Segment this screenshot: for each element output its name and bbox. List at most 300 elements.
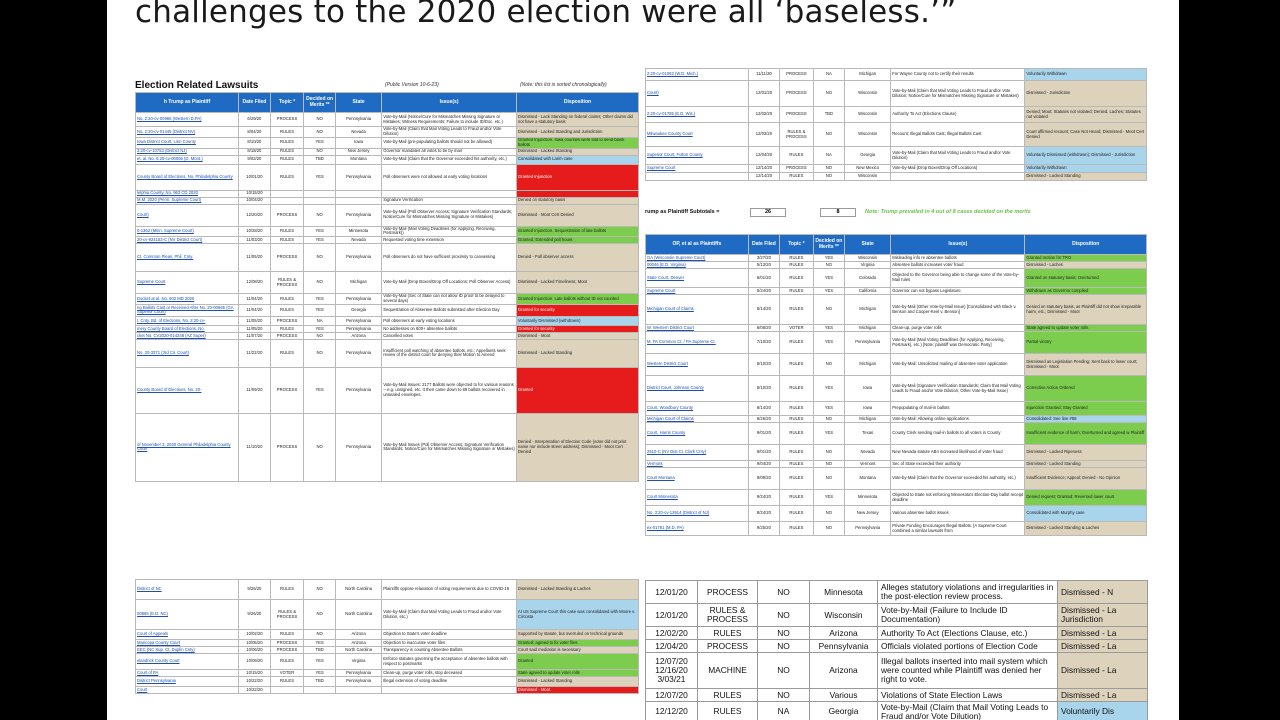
table-row [646,69,1147,81]
cell-case[interactable]: Milwaukee County Court [646,123,749,147]
cell-case[interactable]: Court) [136,204,239,226]
cell-disp: Dismissed - Lacked Standing [1025,461,1147,468]
table-row [646,640,1148,653]
cell-disp: Dismissed - La [1058,627,1148,640]
cell-case[interactable]: State Court, Denver [646,269,749,288]
table-row [136,237,639,244]
cell-date: 10/15/20 [239,190,271,197]
cell-issue [891,173,1025,181]
cell-date: 12/02/20 [748,107,779,123]
cell-topic: RULES [780,522,814,536]
cell-case[interactable]: 00885 (E.D. NC) [136,600,239,630]
cell-state: Nevada [335,237,381,244]
column-header: Disposition [1025,235,1147,255]
cell-topic: PROCESS [780,81,814,107]
table-row [646,506,1147,522]
cell-issue: Vote-by-Mail (Claim that Mail Voting Leads to Fraud and/or Vote Dilution, etc.) [382,600,517,630]
cell-date: 10/01/20 [239,164,271,190]
cell-case[interactable]: et. al. No. 6:20-cv-00066 (D. Mont.) [136,155,239,164]
cell-topic: RULES [270,237,304,244]
cell-disp: Dismissed - Lacked Standing [516,677,638,687]
cell-topic: RULES [780,461,814,468]
cell-disp: Consolidated: See line #88 [1025,416,1147,423]
cell-case[interactable]: No. 20-3371 (3rd Cir. Court) [136,339,239,367]
cell-state: Arizona [335,640,381,647]
cell-state: Michigan [845,325,891,332]
cell-merits [304,197,336,204]
cell-date: 7/10/20 [748,332,779,354]
column-header: State [845,235,891,255]
cell-date: 8/18/20 [239,148,271,155]
cell-case[interactable]: 2:20-cv-01785 (E.D. Wis.) [646,107,749,123]
cell-disp: Granted: agreed to fix voter files [516,640,638,647]
cell-case[interactable]: t. Cnty. Bd. of Elections, No. 2:20-cv- [136,316,239,325]
table-row [136,670,639,677]
cell-date: 8/10/20 [748,376,779,402]
cell-date: 8/14/20 [748,402,779,416]
subtotal-row [645,208,1145,218]
subtotal-value-2: 8 [820,208,856,217]
cell-issue: Illegal extension of voting deadline [382,677,517,687]
cell-case[interactable]: No. 2:20-cv-01445 (District NV) [136,127,239,138]
cell-state: New Jersey [335,148,381,155]
cell-case[interactable]: Maricopa County Court [136,640,239,647]
cell-state: Texas [845,423,891,445]
cell-merits: NO [813,295,844,325]
cell-disp: Granted [516,367,638,413]
cell-case[interactable]: Michigan Court of Claims [646,295,749,325]
table-row [646,269,1147,288]
cell-disp: Voluntarily Withdrawn [1025,165,1147,173]
cell-issue: Transparency in counting Absentee Ballots [382,647,517,654]
cell-state: Wisconsin [810,604,878,627]
cell-case[interactable]: Court of Appeals [136,630,239,640]
cell-issue: Clean-up, purge voter rolls [891,325,1025,332]
cell-merits: YES [304,654,336,670]
cell-date: 12/04/20 [748,147,779,165]
cell-state: Pennsylvania [845,522,891,536]
cell-disp: Dismissed - Moot [516,687,638,694]
doc-title: Election Related Lawsuits [135,80,259,91]
cell-date: 12/01/20 [646,581,698,604]
table-row [136,630,639,640]
cell-topic: RULES [270,164,304,190]
cell-merits: NO [304,630,336,640]
cell-case[interactable]: 3:20-cv-10753 (District NJ) [136,148,239,155]
column-header: Date Filed [748,235,779,255]
column-header: Issue(s) [891,235,1025,255]
cell-disp: Dismissed - Lacked Standing and Jurisdiction [516,127,638,138]
cell-issue [382,687,517,694]
cell-date: 12/02/20 [646,627,698,640]
table-row [136,138,639,149]
cell-topic: RULES [780,506,814,522]
cell-case[interactable]: W. Western District Court [646,325,749,332]
table-row [136,316,639,325]
cell-date: 11/03/20 [239,237,271,244]
cell-topic [270,197,304,204]
cell-state: Wisconsin [845,123,891,147]
table-row [136,113,639,127]
cell-disp: Dismissed as Legislation Pending; Sent back to lower court; Dismissed - Moot [1025,354,1147,376]
cell-disp: Granted Injunction. Late ballots without ID not counted [516,294,638,305]
cell-date: 8/14/20 [748,295,779,325]
cell-merits: TBD [304,677,336,687]
cell-date: 11/22/20 [239,339,271,367]
cell-disp: State agreed to update voter rolls [1025,325,1147,332]
table-row [646,107,1147,123]
cell-disp: Dismissed - La Jurisdiction [1058,604,1148,627]
cell-disp: At US Supreme Court this case was consolidated with Moore v. Circosta [516,600,638,630]
cell-date: 11/11/20 [748,69,779,81]
cell-date: 6/01/20 [748,269,779,288]
cell-case[interactable]: District Pennsylvania [136,677,239,687]
cell-topic: VOTER [780,325,814,332]
cell-issue: Objected to State not enforcing Minnesota's Election-Day ballot receipt deadline [891,490,1025,506]
column-header: OP, et al as Plaintiffs [646,235,749,255]
cell-case[interactable]: Docket at al. No. 602 MD 2020 [136,294,239,305]
cell-date: 8/26/20 [748,416,779,423]
cell-topic [270,687,304,694]
cell-topic: RULES [780,147,814,165]
cell-disp: Injunction Granted; Stay Granted [1025,402,1147,416]
cell-topic: RULES [780,262,814,269]
cell-date: 10/22/20 [239,687,271,694]
cell-state: Iowa [335,138,381,149]
cell-merits: YES [813,325,844,332]
cell-merits: NO [304,332,336,339]
table-row [136,325,639,332]
cell-merits: YES [813,490,844,506]
doc-note: (Note: this list is sorted chronologically) [520,82,607,88]
cell-case[interactable]: Vermont [646,461,749,468]
cell-state: Pennsylvania [845,332,891,354]
cell-merits: YES [813,269,844,288]
cell-disp: Dismissed - La [1058,653,1148,689]
cell-topic: RULES [780,173,814,181]
cell-case[interactable]: M.M. 2020 (Penn. Supreme Court) [136,197,239,204]
cell-topic: RULES [780,376,814,402]
column-header: Topic * [780,235,814,255]
subtotal-note: Note: Trump prevailed in 4 out of 8 cases decided on the merits [865,209,1031,215]
table-row [136,677,639,687]
cell-date: 8/10/20 [748,354,779,376]
cell-issue: Enforce statutes governing the acceptance of absentee ballots with respect to postmarks [382,654,517,670]
cell-issue: Signature Verification [382,197,517,204]
cell-disp: Voluntarily Dis [1058,702,1148,720]
cell-state: Pennsylvania [335,164,381,190]
cell-issue: Private Funding Encourages Illegal Ballots. [A Supreme Court combined a similar lawsuits from [891,522,1025,536]
cell-case[interactable]: mery County Board of Elections, No. [136,325,239,332]
cell-disp: Denied on statutory basis, as Plaintiff did not show irreparable harm, etc.; Dismissed - Moot [1025,295,1147,325]
cell-date: 9/26/20 [239,600,271,630]
cell-date: 8/10/20 [239,138,271,149]
cell-disp: Dismissed - La [1058,689,1148,702]
cell-issue: Alleges statutory violations and irregularities in the post-election review process. [878,581,1058,604]
cell-case[interactable]: GA (Wisconsin Supreme Court) [646,255,749,262]
cell-case[interactable]: 2510-C (NV Dist Ct. Clark Cnty) [646,445,749,461]
cell-topic: RULES [780,490,814,506]
cell-date: 9/09/20 [748,468,779,490]
table-row [646,423,1147,445]
cell-disp: Withdrawn as Governor complied [1025,288,1147,295]
cell-state: New Mexico [845,165,891,173]
cell-state: North Carolina [335,600,381,630]
cell-topic: PROCESS [780,69,814,81]
cell-topic: RULES & PROCESS [698,604,758,627]
cell-topic: PROCESS [780,165,814,173]
cell-issue: Poll observers were not allowed at early voting locations [382,164,517,190]
cell-case[interactable]: lelphia County, No. 963 CD 2020 [136,190,239,197]
cell-date: 12/07/20 12/16/20 3/03/21 [646,653,698,689]
cell-topic: RULES & PROCESS [270,600,304,630]
cell-issue: Vote-by-Mail (Mail Voting Deadlines (for Applying, Receiving, Postmark)) [382,226,517,237]
cell-case[interactable]: 00046 (E.D. Virginia) [646,262,749,269]
cell-state: Georgia [845,147,891,165]
cell-state: Nevada [335,127,381,138]
cell-merits: NO [304,580,336,600]
cell-state: Michigan [845,354,891,376]
cell-case[interactable]: Court) [646,81,749,107]
cell-case[interactable]: County Board of Elections, No. 20- [136,367,239,413]
cell-merits: NA [758,702,810,720]
cell-case[interactable]: Supreme Court [646,165,749,173]
cell-topic: RULES [780,445,814,461]
table-row [646,147,1147,165]
cell-disp: Dismissed - Jurisdiction [1025,81,1147,107]
cell-issue: County Clerk sending mail-in ballots to all voters in County [891,423,1025,445]
cell-topic: PROCESS [270,316,304,325]
cell-merits: YES [304,304,336,316]
cell-merits: NO [304,600,336,630]
table-row [136,197,639,204]
doc-version: (Public Version 10-6-23) [385,82,439,88]
cell-topic: RULES [270,226,304,237]
cell-merits: NO [813,165,844,173]
cell-case[interactable]: Court, Woodbury County [646,402,749,416]
cell-case[interactable] [646,173,749,181]
left-bottom-table [135,579,639,694]
cell-date: 11/09/20 [239,367,271,413]
cell-merits: YES [304,640,336,647]
table-row [646,325,1147,332]
cell-state: Minnesota [845,490,891,506]
table-row [136,332,639,339]
cell-case[interactable]: Michigan Court of Claims [646,416,749,423]
cell-case[interactable]: cket No. CV2020-014248 (AZ Super) [136,332,239,339]
article-headline: challenges to the 2020 election were all ‘baseless.’” [135,0,957,30]
table-row [136,304,639,316]
cell-state: Montana [335,155,381,164]
cell-merits [304,190,336,197]
cell-disp: Court said mediation is necessary [516,647,638,654]
cell-case[interactable]: Court of PA [136,670,239,677]
table-row [646,416,1147,423]
cell-topic: RULES [270,127,304,138]
cell-state: Pennsylvania [335,670,381,677]
cell-topic: RULES [698,627,758,640]
table-row [136,127,639,138]
cell-disp: State agreed to update voter rolls [516,670,638,677]
cell-issue: Officials violated portions of Election Code [878,640,1058,653]
column-header: Date Filed [239,93,271,113]
cell-disp: Granted for security [516,304,638,316]
cell-case[interactable]: No. 2:20-cv-00966 (Western D.PA) [136,113,239,127]
cell-topic: RULES [270,155,304,164]
cell-date: 9/04/20 [748,461,779,468]
cell-topic: RULES [780,295,814,325]
cell-state: Pennsylvania [335,413,381,481]
cell-state: Georgia [335,304,381,316]
cell-date: 10/02/20 [239,630,271,640]
cell-case[interactable]: 2:20-cv-01083 (W.D. Mich.) [646,69,749,81]
cell-date: 12/14/20 [748,165,779,173]
cell-topic: RULES [698,702,758,720]
cell-case[interactable]: Superior Court, Fulton County [646,147,749,165]
cell-date: 8/04/20 [239,127,271,138]
cell-state: Iowa [845,376,891,402]
cell-state: Pennsylvania [335,244,381,272]
cell-topic: RULES [780,332,814,354]
cell-merits: NO [304,413,336,481]
table-row [136,155,639,164]
cell-case[interactable]: ex-01781 (M.D. PA) [646,522,749,536]
cell-state: Pennsylvania [335,339,381,367]
cell-issue: Authority To Act (Elections Clause, etc.) [878,627,1058,640]
table-row [646,604,1148,627]
cell-topic: RULES [780,402,814,416]
cell-case[interactable]: District Court, Johnson County [646,376,749,402]
cell-date: 10/15/20 [239,670,271,677]
trump-plaintiff-table [135,92,639,482]
cell-state: Montana [845,468,891,490]
cell-merits: YES [304,164,336,190]
cell-issue: Absentee ballots increases voter fraud [891,262,1025,269]
cell-case[interactable]: No. 3:20-cv-13914 (District of NJ) [646,506,749,522]
cell-disp: Insufficient evidence of harm; Overturned and agreed w Plaintiff [1025,423,1147,445]
cell-disp: Denied - Interpretation of Election Code (voter did not print name nor include street address); Dismissed - Moot Cert Denied [516,413,638,481]
cell-case[interactable]: Court [136,687,239,694]
cell-merits: NO [304,148,336,155]
cell-merits: NO [813,173,844,181]
cell-disp: Dismissed - Lacked Standing & Laches [516,580,638,600]
cell-issue: Objected to the Governor being able to change some of the Vote-by-Mail rules [891,269,1025,288]
cell-case[interactable]: EEC (NC Sup. Ct. Duplin Cnty) [136,647,239,654]
cell-disp: Granted [516,654,638,670]
cell-merits: YES [304,294,336,305]
cell-disp: Partial victory [1025,332,1147,354]
cell-case[interactable]: 20-cv-924153-C (NV District Court) [136,237,239,244]
cell-case[interactable]: Court Minnesota [646,490,749,506]
cell-date: 12/12/20 [646,702,698,720]
cell-issue: Poll observers do not have sufficient proximity to canvassing [382,244,517,272]
lawsuit-table-image-right [645,66,1147,720]
cell-case[interactable]: ng Ballots Cast or Received After No. 20-00665 (GA Superior Court) [136,304,239,316]
cell-case[interactable]: elandrick County Court [136,654,239,670]
cell-state: Minnesota [810,581,878,604]
cell-issue: Vote-by-Mail (Claim that Mail Voting Leads to Fraud and/or Vote Dilution) [891,147,1025,165]
cell-case[interactable]: Supreme Court [646,288,749,295]
cell-case[interactable]: Iowa District Court, Linn County [136,138,239,149]
subtotal-value-1: 26 [750,208,786,217]
cell-topic: MACHINE [698,653,758,689]
cell-disp: Dismissed - Lacked Timeliness; Moot [516,272,638,294]
cell-topic: RULES [270,148,304,155]
cell-merits: NO [758,604,810,627]
cell-date: 11/05/20 [239,244,271,272]
table-row [646,81,1147,107]
cell-merits: YES [813,423,844,445]
table-row [646,581,1148,604]
table-row [646,689,1148,702]
cell-issue: Vote-by-Mail (Drop Boxes/Drop Off Locations; Poll Observer Access) [382,272,517,294]
cell-issue: Vote-by-Mail (Poll Observer Access; Signature Verification Standards; Notice/Cure for Mismatches Missing Signature or Mistakes) [382,204,517,226]
cell-date: 11/07/20 [239,332,271,339]
cell-case[interactable]: District of NC [136,580,239,600]
cell-issue: Vote-by-Mail: Unsolicited mailing of absentee voter application [891,354,1025,376]
cell-topic: PROCESS [270,647,304,654]
cell-case[interactable]: Court Montana [646,468,749,490]
cell-issue: Vote-by-Mail Issues: 2177 Ballots were objected to for various reasons -- e.g. unsigned, etc. It then came down to 69 ballots recovered in unsealed envelopes. [382,367,517,413]
cell-case[interactable]: Ct. Common Pleas, Phil. Cnty. [136,244,239,272]
cell-case[interactable]: 0-1362 (Minn. Supreme Court) [136,226,239,237]
cell-topic: RULES [270,325,304,332]
cell-merits: NA [304,316,336,325]
cell-state: Michigan [845,416,891,423]
cell-merits: YES [813,376,844,402]
cell-topic: RULES [780,288,814,295]
cell-disp: Denied on statutory basis [516,197,638,204]
cell-merits: NO [304,272,336,294]
cell-case[interactable]: Western District Court [646,354,749,376]
cell-case[interactable]: County Board of Elections, No. Philadelphia County [136,164,239,190]
table-row [136,204,639,226]
cell-disp: Granted Injunction. Sequestration of late ballots [516,226,638,237]
cell-issue: Clean-up, purge voter rolls, stop deceased [382,670,517,677]
cell-date: 9/01/20 [748,445,779,461]
column-header: Decided on Merits ** [304,93,336,113]
cell-state: North Carolina [335,580,381,600]
cell-state: Wisconsin [845,255,891,262]
cell-date: 11/04/20 [239,304,271,316]
cell-topic: PROCESS [270,367,304,413]
cell-case[interactable]: Court, Harris County [646,423,749,445]
cell-issue [382,190,517,197]
cell-case[interactable]: Supreme Court [136,272,239,294]
cell-state: Georgia [810,702,878,720]
table-row [646,461,1147,468]
cell-case[interactable]: M. PA Common Ct. / PA Supreme Ct. [646,332,749,354]
cell-state: Pennsylvania [335,204,381,226]
cell-merits: NO [813,416,844,423]
cell-date: 10/28/20 [239,226,271,237]
cell-issue: Vote-by-Mail (Claim that the Governor exceeded his authority, etc.) [891,468,1025,490]
cell-disp: Consolidated with Murphy case [1025,506,1147,522]
cell-date: 12/07/20 [646,689,698,702]
cell-topic: RULES [780,416,814,423]
cell-state: Pennsylvania [335,294,381,305]
cell-topic: RULES [780,255,814,262]
cell-state: Pennsylvania [335,316,381,325]
cell-disp: Dismissed - Moot [516,332,638,339]
cell-case[interactable]: of November 3, 2020 General Philadelphia County Court [136,413,239,481]
cell-state: Virginia [335,654,381,670]
cell-merits: NO [758,689,810,702]
cell-issue: Vote-by-Mail (Drop Boxes/Drop Off Locations) [891,165,1025,173]
table-row [136,190,639,197]
table-row [646,653,1148,689]
cell-date: 12/08/20 [239,272,271,294]
